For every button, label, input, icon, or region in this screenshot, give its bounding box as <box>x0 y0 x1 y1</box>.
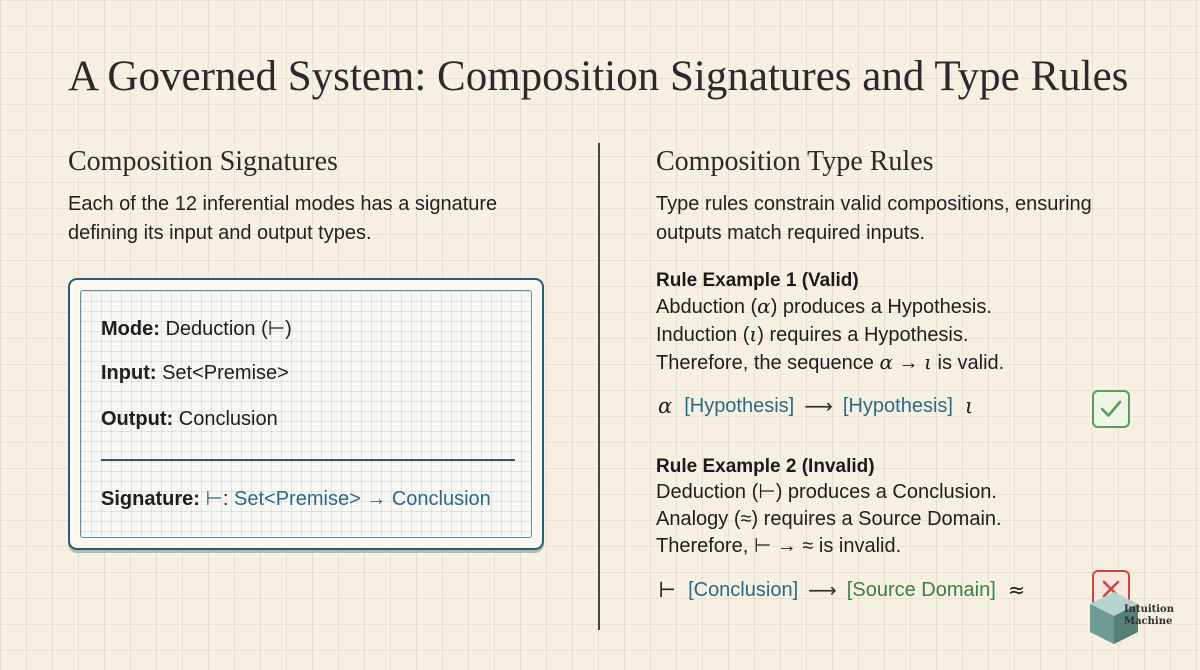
input-label: Input: <box>101 362 157 384</box>
composition-type-rules-description: Type rules constrain valid compositions, ensuring outputs match required inputs. <box>656 193 1092 244</box>
rule1-seq-end: ι <box>964 394 974 418</box>
input-row <box>101 362 289 385</box>
rule1-sequence <box>658 394 973 418</box>
mode-label: Mode: <box>101 318 160 340</box>
rule2-title: Rule Example 2 (Invalid) <box>656 456 875 477</box>
composition-signatures-heading: Composition Signatures <box>68 146 338 177</box>
brand-wordmark: Intuition Machine <box>1124 604 1174 627</box>
input-value: Set<Premise> <box>162 362 289 384</box>
composition-signatures-description: Each of the 12 inferential modes has a signature defining its input and output types. <box>68 193 498 244</box>
rule2-sequence <box>658 578 1025 602</box>
composition-type-rules-heading: Composition Type Rules <box>656 146 934 177</box>
rule1-line1: Abduction (α) produces a Hypothesis. <box>656 294 992 318</box>
card-separator <box>101 459 515 461</box>
rule2-line2: Analogy (≈) requires a Source Domain. <box>656 508 1002 530</box>
rule1-line2: Induction (ι) requires a Hypothesis. <box>656 322 969 346</box>
rule2-line3: Therefore, ⊢ → ≈ is invalid. <box>656 535 902 557</box>
signature-colon: : <box>222 488 229 510</box>
signature-card <box>68 278 544 550</box>
column-divider <box>598 143 600 630</box>
rule2-line1: Deduction (⊢) produces a Conclusion. <box>656 481 997 503</box>
signature-label: Signature: <box>101 488 200 510</box>
rule2-body <box>656 479 1002 560</box>
page-title: A Governed System: Composition Signatures and Type Rules <box>68 53 1129 100</box>
rule1-seq-input: [Hypothesis] <box>842 394 953 417</box>
rule1-line3: Therefore, the sequence α → ι is valid. <box>656 350 1005 374</box>
rule2-seq-end: ≈ <box>1007 578 1026 602</box>
signature-row <box>101 486 491 511</box>
rule1-seq-output: [Hypothesis] <box>684 394 795 417</box>
output-value: Conclusion <box>178 408 278 430</box>
check-icon <box>1098 396 1124 422</box>
output-label: Output: <box>101 408 174 430</box>
mode-value: Deduction (⊢) <box>165 318 292 340</box>
rule2-seq-arrow: ⟶ <box>808 578 837 602</box>
rule2-seq-output: [Conclusion] <box>688 578 799 601</box>
rule1-seq-arrow: ⟶ <box>804 394 833 418</box>
rule1-title: Rule Example 1 (Valid) <box>656 270 859 291</box>
mode-row <box>101 316 292 341</box>
signature-value: Set<Premise> → Conclusion <box>234 488 491 510</box>
output-row <box>101 408 278 431</box>
rule1-seq-start: α <box>658 394 673 418</box>
rule2-seq-input: [Source Domain] <box>846 578 996 601</box>
rule1-body <box>656 293 1004 377</box>
valid-badge <box>1092 390 1130 428</box>
rule2-seq-start: ⊢ <box>658 578 677 602</box>
signature-card-inner <box>80 290 532 538</box>
signature-symbol: ⊢ <box>205 488 223 510</box>
